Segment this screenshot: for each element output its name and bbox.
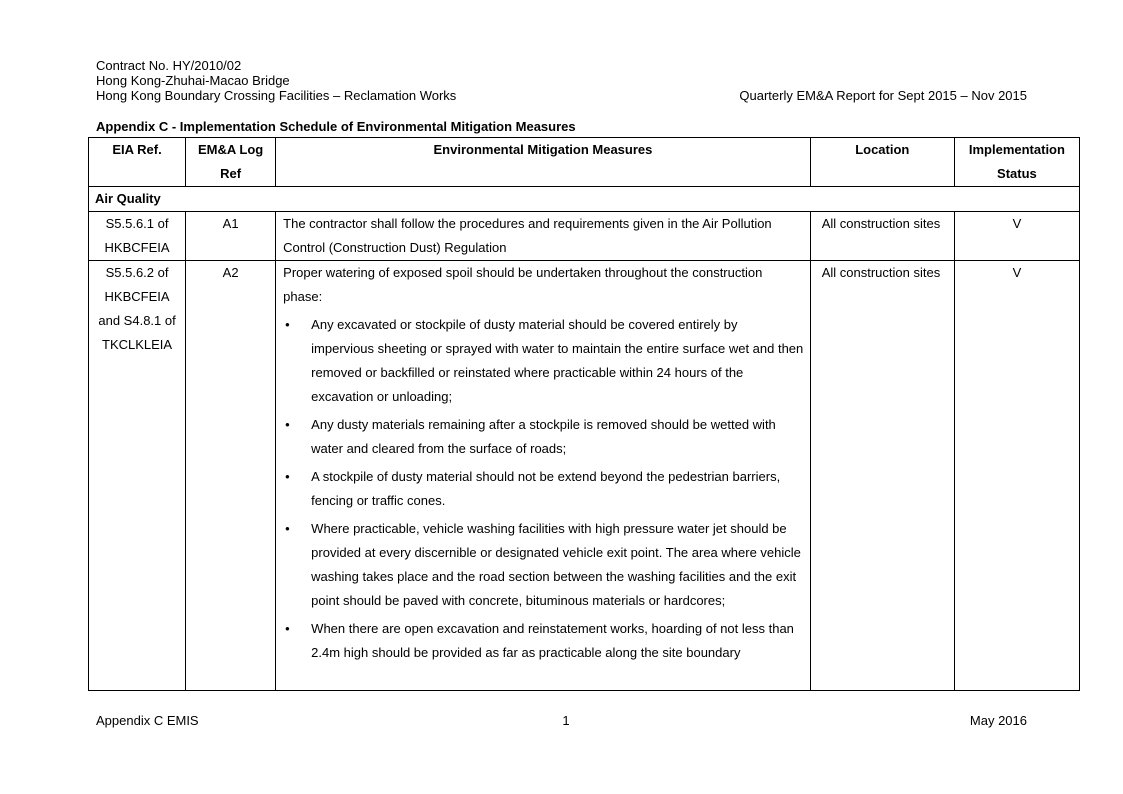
table-row bbox=[89, 212, 1080, 261]
eia-ref-line: TKCLKLEIA bbox=[102, 337, 173, 352]
bullet-icon: • bbox=[285, 317, 290, 332]
status-cell: V bbox=[954, 212, 1079, 261]
eia-ref-line: S5.5.6.2 of bbox=[105, 265, 169, 280]
measure-cell bbox=[276, 261, 811, 691]
header-status bbox=[954, 138, 1079, 187]
header-measures-label: Environmental Mitigation Measures bbox=[433, 142, 653, 157]
project-subtitle: Hong Kong Boundary Crossing Facilities – Reclamation Works bbox=[96, 88, 457, 103]
measure-intro: Proper watering of exposed spoil should be undertaken throughout the construction phase: bbox=[283, 265, 763, 304]
header-location-label: Location bbox=[855, 142, 910, 157]
project-name: Hong Kong-Zhuhai-Macao Bridge bbox=[96, 73, 290, 88]
list-item bbox=[283, 617, 804, 665]
eia-ref-line: and S4.8.1 of bbox=[98, 313, 176, 328]
appendix-title: Appendix C - Implementation Schedule of Environmental Mitigation Measures bbox=[96, 119, 576, 134]
report-period: Quarterly EM&A Report for Sept 2015 – Nov 2015 bbox=[739, 88, 1027, 103]
measure-bullet-list bbox=[283, 313, 804, 665]
location-cell: All construction sites bbox=[810, 212, 954, 261]
ema-ref-cell: A1 bbox=[186, 212, 276, 261]
header-measures bbox=[276, 138, 811, 187]
list-item bbox=[283, 517, 804, 613]
bullet-text: Any dusty materials remaining after a stockpile is removed should be wetted with water and cleared from the surface of roads; bbox=[311, 417, 776, 456]
contract-number: Contract No. HY/2010/02 bbox=[96, 58, 242, 73]
table-row bbox=[89, 261, 1080, 691]
measure-cell: The contractor shall follow the procedures and requirements given in the Air Pollution Control (Construction Dust) Regulation bbox=[276, 212, 811, 261]
eia-ref-cell bbox=[89, 261, 186, 691]
eia-ref-line: S5.5.6.1 of bbox=[105, 216, 169, 231]
location-cell: All construction sites bbox=[810, 261, 954, 691]
bullet-text: A stockpile of dusty material should not be extend beyond the pedestrian barriers, fencing or traffic cones. bbox=[311, 469, 781, 508]
page-number: 1 bbox=[562, 713, 570, 728]
mitigation-schedule-table bbox=[88, 137, 1080, 691]
list-item bbox=[283, 465, 804, 513]
section-row bbox=[89, 187, 1080, 212]
status-cell: V bbox=[954, 261, 1079, 691]
bullet-text: Where practicable, vehicle washing facilities with high pressure water jet should be provided at every discernible or designated vehicle exit point. The area where vehicle washing takes place and the road section between the washing facilities and the exit point should be paved with concrete, bituminous materials or hardcores; bbox=[311, 521, 801, 608]
eia-ref-line: HKBCFEIA bbox=[104, 240, 170, 255]
eia-ref-cell bbox=[89, 212, 186, 261]
header-location bbox=[810, 138, 954, 187]
footer-appendix-label: Appendix C EMIS bbox=[96, 713, 199, 728]
eia-ref-line: HKBCFEIA bbox=[104, 289, 170, 304]
header-ema-line1: EM&A Log bbox=[198, 142, 264, 157]
header-ema-line2: Ref bbox=[220, 166, 242, 181]
bullet-icon: • bbox=[285, 521, 290, 536]
bullet-text: Any excavated or stockpile of dusty material should be covered entirely by impervious sheeting or sprayed with water to maintain the entire surface wet and then removed or backfilled or reinstated where practicable within 24 hours of the excavation or unloading; bbox=[311, 317, 804, 404]
bullet-icon: • bbox=[285, 469, 290, 484]
header-status-line1: Implementation bbox=[968, 142, 1065, 157]
bullet-icon: • bbox=[285, 417, 290, 432]
ema-ref-cell: A2 bbox=[186, 261, 276, 691]
bullet-icon: • bbox=[285, 621, 290, 636]
header-eia-ref-label: EIA Ref. bbox=[112, 142, 162, 157]
section-air-quality: Air Quality bbox=[89, 187, 1080, 212]
table-header-row bbox=[89, 138, 1080, 187]
footer-date: May 2016 bbox=[969, 713, 1027, 728]
header-ema-log-ref bbox=[186, 138, 276, 187]
list-item bbox=[283, 413, 804, 461]
header-status-line2: Status bbox=[997, 166, 1037, 181]
header-eia-ref bbox=[89, 138, 186, 187]
bullet-text: When there are open excavation and reinstatement works, hoarding of not less than 2.4m high should be provided as far as practicable along the site boundary bbox=[311, 621, 794, 660]
list-item bbox=[283, 313, 804, 409]
